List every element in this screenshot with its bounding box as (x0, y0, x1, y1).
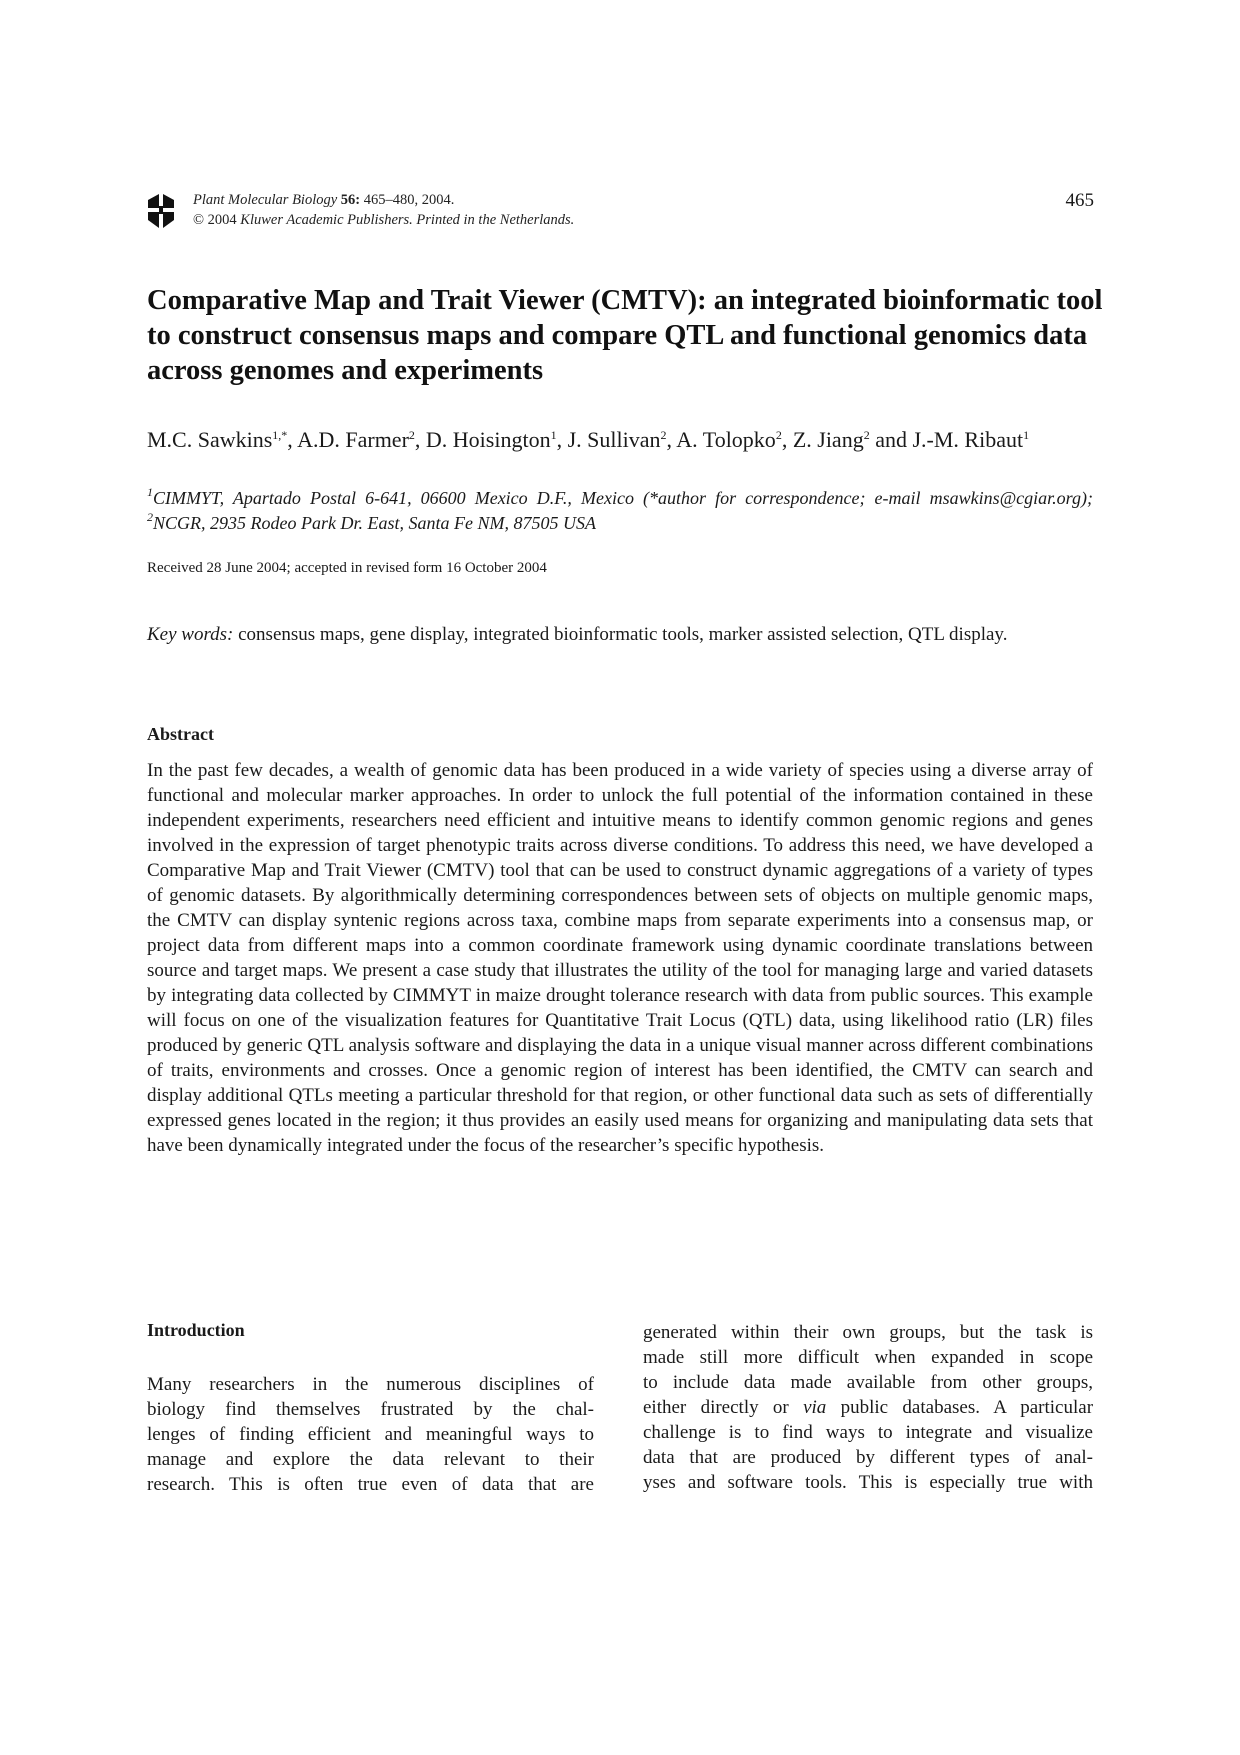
text-line: either directly or via public databases. A particular (643, 1397, 1094, 1418)
affiliation-cimmyt: CIMMYT, Apartado Postal 6-641, 06600 Mexico D.F., Mexico (*author for correspondence; e-mail msawkins@cgiar.org); (153, 488, 1093, 508)
page-number: 465 (1065, 190, 1094, 211)
text-line: generated within their own groups, but the task is (643, 1322, 1093, 1343)
author: M.C. Sawkins$^{1,*}$, (147, 427, 298, 452)
affiliation-marker: 1 (147, 485, 153, 499)
keywords-label: Key words: (147, 624, 234, 645)
received-dates: Received 28 June 2004; accepted in revised form 16 October 2004 (147, 560, 547, 576)
publisher-logo-icon (146, 192, 176, 232)
introduction-heading: Introduction (147, 1320, 245, 1340)
keywords-text: consensus maps, gene display, integrated bioinformatic tools, marker assisted selection, QTL display. (238, 624, 1008, 645)
abstract-body: In the past few decades, a wealth of genomic data has been produced in a wide variety of species using a diverse array of functional and molecular marker approaches. In order to unlock the full potential of the information contained in these independent experiments, researchers need efficient and intuitive means to identify common genomic regions and genes involved in the expression of target phenotypic traits across diverse conditions. To address this need, we have developed a Comparative Map and Trait Viewer (CMTV) tool that can be used to construct dynamic aggregations of a variety of types of genomic datasets. By algorithmically determining correspondences between sets of objects on multiple genomic maps, the CMTV can display syntenic regions across taxa, combine maps from separate experiments into a consensus map, or project data from different maps into a common coordinate framework using dynamic coordinate translations between source and target maps. We present a case study that illustrates the utility of the tool for managing large and varied datasets by integrating data collected by CIMMYT in maize drought tolerance research with data from public sources. This example will focus on one of the visualization features for Quantitative Trait Locus (QTL) data, using likelihood ratio (LR) files produced by generic QTL analysis software and displaying the data in a unique visual manner across different combinations of traits, environments and crosses. Once a genomic region of interest has been identified, the CMTV can search and display additional QTLs meeting a particular threshold for that region, or other functional data such as sets of differentially expressed genes located in the region; it thus provides an easily used means for organizing and manipulating data sets that have been dynamically integrated under the focus of the researcher’s specific hypothesis. (147, 760, 1093, 1156)
text-line: lenges of finding efficient and meaningful ways to (147, 1424, 594, 1445)
journal-name: Plant Molecular Biology (193, 192, 338, 208)
publisher-line: Kluwer Academic Publishers. Printed in the Netherlands. (240, 212, 575, 228)
author-list (147, 426, 1093, 453)
copyright-year: 2004 (207, 212, 237, 228)
abstract-heading: Abstract (147, 724, 214, 744)
affiliations (147, 486, 1093, 536)
journal-citation (193, 190, 753, 230)
author: D. Hoisington$^1$, (425, 427, 568, 452)
text-line: yses and software tools. This is especially true with (643, 1472, 1093, 1493)
author: J. Sullivan$^2$, (567, 427, 677, 452)
author: J.-M. Ribaut$^1$ (912, 427, 1030, 452)
affiliation-ncgr: NCGR, 2935 Rodeo Park Dr. East, Santa Fe NM, 87505 USA (153, 513, 596, 533)
keywords (147, 622, 1093, 647)
text-line: research. This is often true even of data that are (147, 1474, 594, 1495)
text-line: manage and explore the data relevant to their (147, 1449, 594, 1470)
text-line: to include data made available from other groups, (643, 1372, 1093, 1393)
journal-volume: 56: (340, 192, 361, 208)
author: Z. Jiang$^2$ and (792, 427, 913, 452)
paper-title: Comparative Map and Trait Viewer (CMTV): an integrated bioinformatic tool to construct consensus maps and compare QTL and functional genomics data across genomes and experiments (147, 285, 1103, 386)
journal-pages: 465–480, 2004. (363, 192, 455, 208)
text-line: Many researchers in the numerous disciplines of (147, 1374, 594, 1395)
introduction-left-column (147, 1372, 594, 1497)
author: A.D. Farmer$^2$, (297, 427, 426, 452)
copyright-symbol: © (193, 212, 205, 228)
author: A. Tolopko$^2$, (676, 427, 793, 452)
affiliation-marker: 2 (147, 510, 153, 524)
text-line: challenge is to find ways to integrate and visualize (643, 1422, 1093, 1443)
text-line: made still more difficult when expanded in scope (643, 1347, 1093, 1368)
introduction-right-column (643, 1320, 1093, 1495)
text-line: data that are produced by different types of anal- (643, 1447, 1093, 1468)
text-line: biology find themselves frustrated by the chal- (147, 1399, 594, 1420)
